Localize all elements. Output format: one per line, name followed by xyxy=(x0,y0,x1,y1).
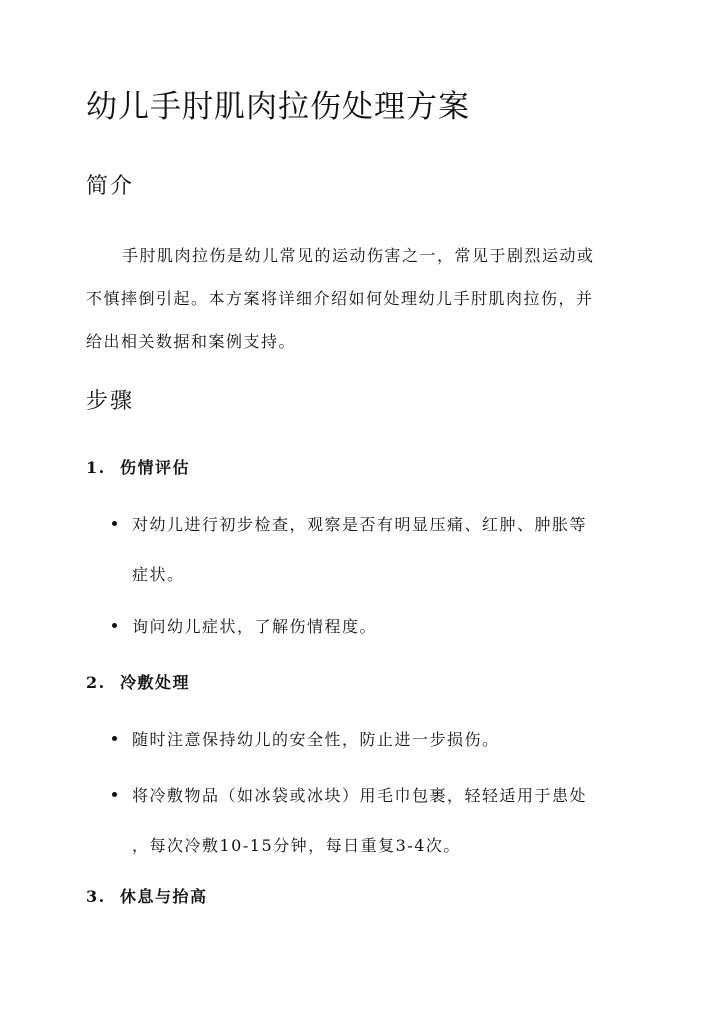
intro-line: 不慎摔倒引起。本方案将详细介绍如何处理幼儿手肘肌肉拉伤，并 xyxy=(86,289,594,308)
step-heading-1 xyxy=(86,456,190,480)
list-item-line: 症状。 xyxy=(132,565,185,584)
document-title: 幼儿手肘肌肉拉伤处理方案 xyxy=(86,89,470,125)
bullet-icon xyxy=(112,736,117,741)
step-title: 冷敷处理 xyxy=(120,673,191,692)
list-item-line: ，每次冷敷10-15分钟，每日重复3-4次。 xyxy=(132,836,461,855)
step-heading-2 xyxy=(86,671,190,695)
list-item xyxy=(112,500,587,600)
bullet-icon xyxy=(112,521,117,526)
list-item xyxy=(112,771,587,871)
list-item xyxy=(112,602,377,652)
list-item-line: 将冷敷物品（如冰袋或冰块）用毛巾包裹，轻轻适用于患处 xyxy=(132,786,588,805)
intro-heading: 简介 xyxy=(86,174,135,199)
intro-paragraph xyxy=(86,234,646,363)
step-number: 3. xyxy=(86,887,106,906)
step-title: 伤情评估 xyxy=(120,458,191,477)
step-heading-3 xyxy=(86,885,208,909)
bullet-icon xyxy=(112,792,117,797)
list-item-line: 询问幼儿症状，了解伤情程度。 xyxy=(132,617,378,636)
list-item xyxy=(112,715,500,765)
step-title: 休息与抬高 xyxy=(120,887,208,906)
intro-line: 给出相关数据和案例支持。 xyxy=(86,332,297,351)
list-item-line: 随时注意保持幼儿的安全性，防止进一步损伤。 xyxy=(132,730,500,749)
bullet-icon xyxy=(112,623,117,628)
step-number: 1. xyxy=(86,458,106,477)
list-item-line: 对幼儿进行初步检查，观察是否有明显压痛、红肿、肿胀等 xyxy=(132,515,588,534)
step-number: 2. xyxy=(86,673,106,692)
steps-heading: 步骤 xyxy=(86,389,135,414)
intro-line: 手肘肌肉拉伤是幼儿常见的运动伤害之一，常见于剧烈运动或 xyxy=(122,246,595,265)
